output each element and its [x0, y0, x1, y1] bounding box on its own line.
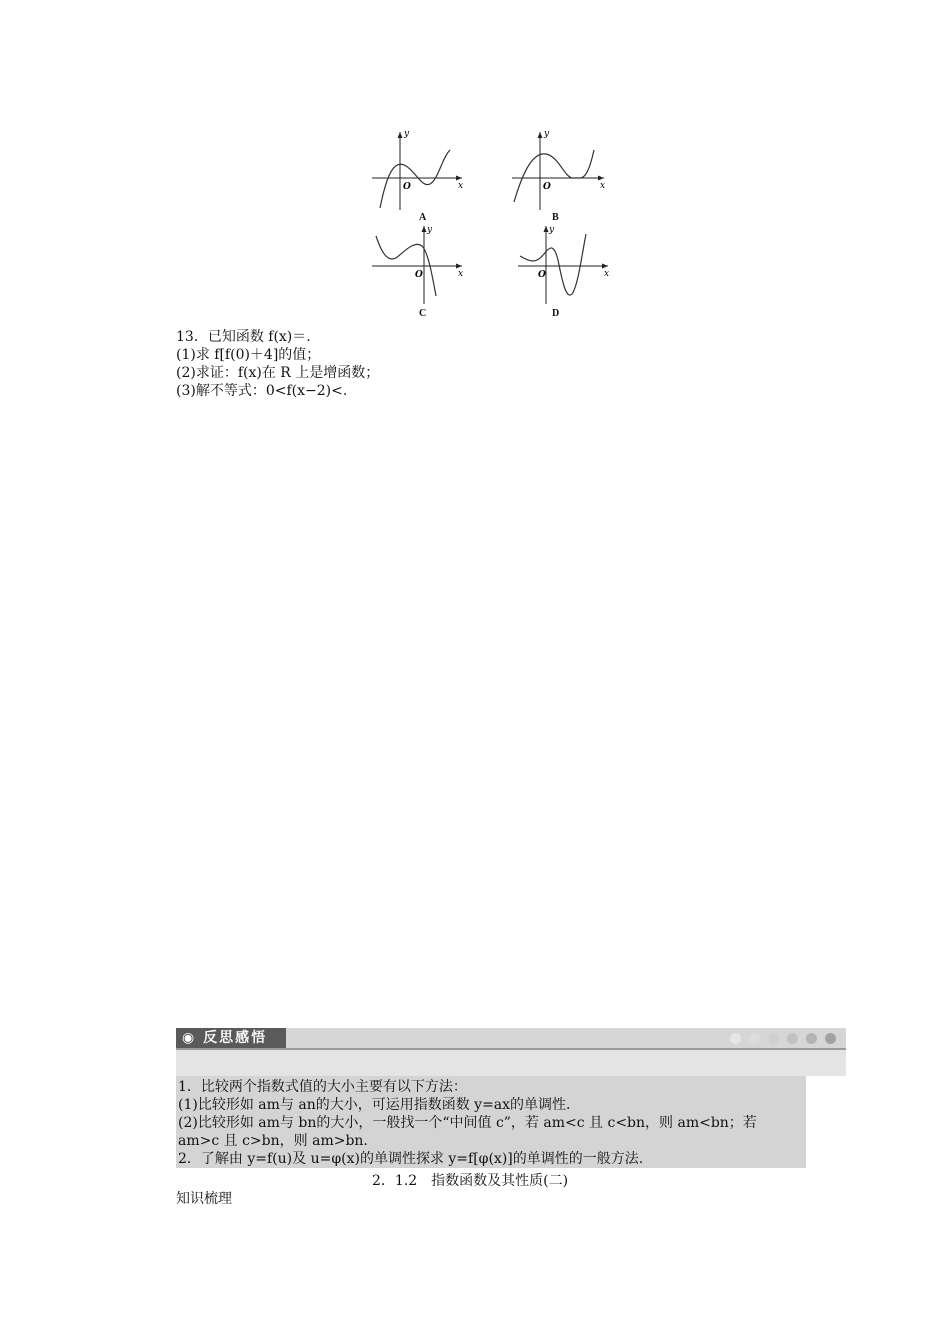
graph-b-plot [510, 128, 610, 214]
graph-a-y-label: y [404, 129, 410, 139]
graph-d-x-label: x [604, 269, 610, 279]
banner-title: ◉ 反思感悟 [176, 1028, 286, 1048]
summary-line-4: am>c 且 c>bn，则 am>bn. [178, 1133, 368, 1149]
section-heading: 知识梳理 [176, 1191, 232, 1207]
graph-c-x-label: x [458, 269, 464, 279]
graph-a-caption: A [419, 212, 427, 223]
section-title: 2．1.2 指数函数及其性质(二) [372, 1173, 569, 1189]
banner-dot [749, 1033, 760, 1044]
graph-c-plot [370, 224, 466, 306]
banner-lower-band [176, 1050, 846, 1076]
graph-c-y-label: y [427, 225, 433, 235]
problem-stem: 13．已知函数 f(x)＝. [176, 329, 311, 345]
graph-d-origin: O [538, 270, 546, 280]
graph-d-plot [516, 224, 612, 306]
answer-graphs [364, 124, 624, 324]
banner-dot [825, 1033, 836, 1044]
graph-a-x-label: x [458, 181, 464, 191]
banner-dot [806, 1033, 817, 1044]
problem-part-1: (1)求 f[f(0)＋4]的值； [176, 347, 321, 363]
graph-d-caption: D [552, 308, 560, 319]
problem-13 [176, 328, 379, 400]
graph-d [516, 224, 612, 310]
graph-c-origin: O [415, 270, 423, 280]
graph-b [510, 128, 610, 218]
summary-line-3: (2)比较形如 am与 bn的大小，一般找一个“中间值 c”，若 am<c 且 c<bn，则 am<bn；若 [178, 1115, 757, 1131]
banner-dots [730, 1033, 836, 1044]
graph-a-origin: O [403, 182, 411, 192]
banner-dot [768, 1033, 779, 1044]
graph-b-y-label: y [544, 129, 550, 139]
graph-d-y-label: y [549, 225, 555, 235]
banner-dot [730, 1033, 741, 1044]
graph-b-x-label: x [600, 181, 606, 191]
reflection-banner [176, 1028, 846, 1076]
problem-part-2: (2)求证：f(x)在 R 上是增函数； [176, 365, 380, 381]
banner-dot [787, 1033, 798, 1044]
graph-b-origin: O [543, 182, 551, 192]
graph-a-plot [370, 128, 466, 214]
summary-line-2: (1)比较形如 am与 an的大小，可运用指数函数 y=ax的单调性. [178, 1097, 571, 1113]
problem-part-3: (3)解不等式：0<f(x−2)<. [176, 383, 348, 399]
summary-line-1: 1．比较两个指数式值的大小主要有以下方法： [178, 1079, 467, 1095]
summary-line-5: 2．了解由 y=f(u)及 u=φ(x)的单调性探求 y=f[φ(x)]的单调性的一般方法. [178, 1151, 644, 1167]
graph-c [370, 224, 466, 310]
reflection-summary [176, 1076, 806, 1168]
graph-c-caption: C [419, 308, 427, 319]
graph-a [370, 128, 466, 218]
graph-b-caption: B [552, 212, 559, 223]
